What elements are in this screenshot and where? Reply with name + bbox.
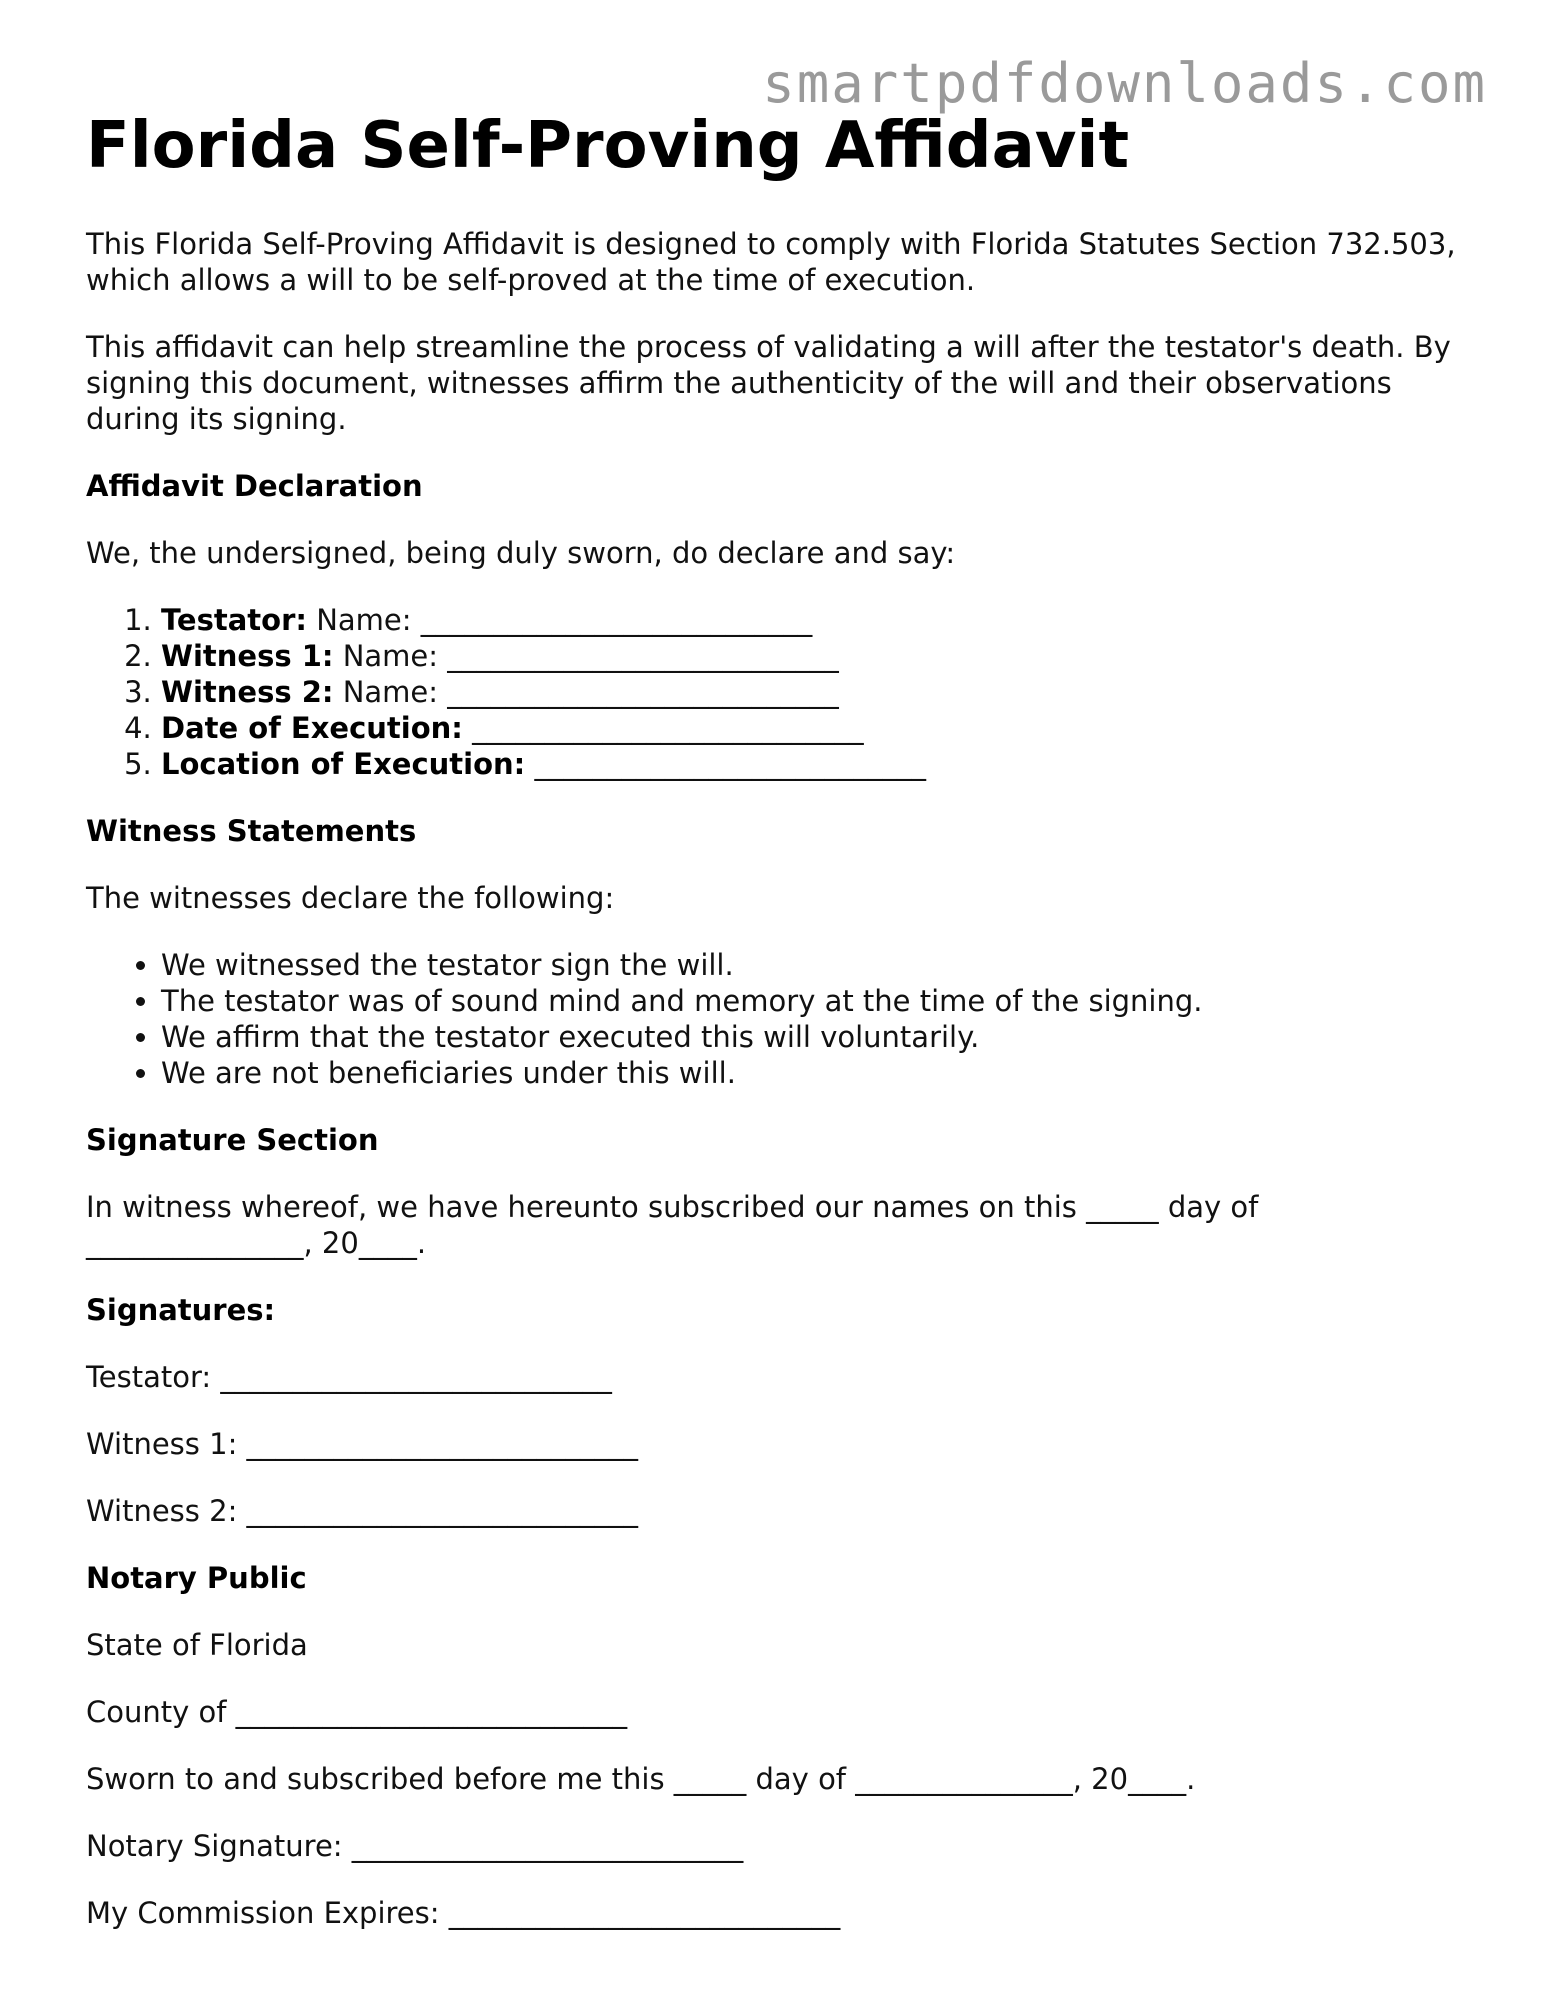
declaration-text: We, the undersigned, being duly sworn, do declare and say:: [86, 536, 956, 570]
list-item-label: Location of Execution:: [161, 747, 526, 781]
testator-signature-line[interactable]: Testator: ___________________________: [86, 1360, 612, 1394]
list-item-label: Witness 2:: [161, 675, 334, 709]
list-item: [161, 602, 1476, 638]
list-item-label: Date of Execution:: [161, 711, 463, 745]
list-item: • We affirm that the testator executed this will voluntarily.: [161, 1019, 1476, 1055]
list-item: • We are not beneficiaries under this will.: [161, 1055, 1476, 1091]
notary-commission-line[interactable]: My Commission Expires: ___________________________: [86, 1896, 841, 1930]
notary-signature-line[interactable]: Notary Signature: ___________________________: [86, 1829, 744, 1863]
watermark: smartpdfdownloads.com: [762, 52, 1487, 115]
witness-1-signature-line[interactable]: Witness 1: ___________________________: [86, 1427, 639, 1461]
list-item: [161, 638, 1476, 674]
list-item-label: Witness 1:: [161, 639, 334, 673]
list-item: [161, 710, 1476, 746]
name-field-blank[interactable]: Name: ___________________________: [306, 603, 813, 637]
witness-statements-heading: Witness Statements: [86, 814, 417, 848]
witness-2-signature-line[interactable]: Witness 2: ___________________________: [86, 1494, 639, 1528]
list-item-label: Testator:: [161, 603, 307, 637]
list-item: [161, 674, 1476, 710]
signature-section-heading: Signature Section: [86, 1123, 379, 1157]
list-item: [161, 746, 1476, 782]
declaration-list: [86, 602, 1476, 782]
intro-paragraph-2: This affidavit can help streamline the process of validating a will after the testator's death. By signing this document, witnesses affirm the authenticity of the will and their observations during its signing.: [86, 330, 1451, 436]
location-field-blank[interactable]: ___________________________: [525, 747, 926, 781]
name-field-blank[interactable]: Name: ___________________________: [333, 639, 839, 673]
signatures-heading: Signatures:: [86, 1293, 276, 1327]
signature-section-text: In witness whereof, we have hereunto subscribed our names on this _____ day of _______________, 20____.: [86, 1190, 1259, 1260]
date-field-blank[interactable]: ___________________________: [462, 711, 864, 745]
notary-state: State of Florida: [86, 1628, 308, 1662]
notary-sworn-line[interactable]: Sworn to and subscribed before me this _____ day of _______________, 20____.: [86, 1762, 1196, 1796]
witness-statements-list: [86, 947, 1476, 1091]
name-field-blank[interactable]: Name: ___________________________: [333, 675, 839, 709]
document-page: [86, 104, 1476, 1962]
witness-statements-text: The witnesses declare the following:: [86, 881, 615, 915]
intro-paragraph-1: This Florida Self-Proving Affidavit is designed to comply with Florida Statutes Section 732.503, which allows a will to be self-proved at the time of execution.: [86, 227, 1456, 297]
list-item: • We witnessed the testator sign the will.: [161, 947, 1476, 983]
declaration-heading: Affidavit Declaration: [86, 469, 423, 503]
list-item: • The testator was of sound mind and memory at the time of the signing.: [161, 983, 1476, 1019]
page-title: Florida Self-Proving Affidavit: [86, 109, 1130, 183]
notary-county-line[interactable]: County of ___________________________: [86, 1695, 628, 1729]
notary-heading: Notary Public: [86, 1561, 307, 1595]
